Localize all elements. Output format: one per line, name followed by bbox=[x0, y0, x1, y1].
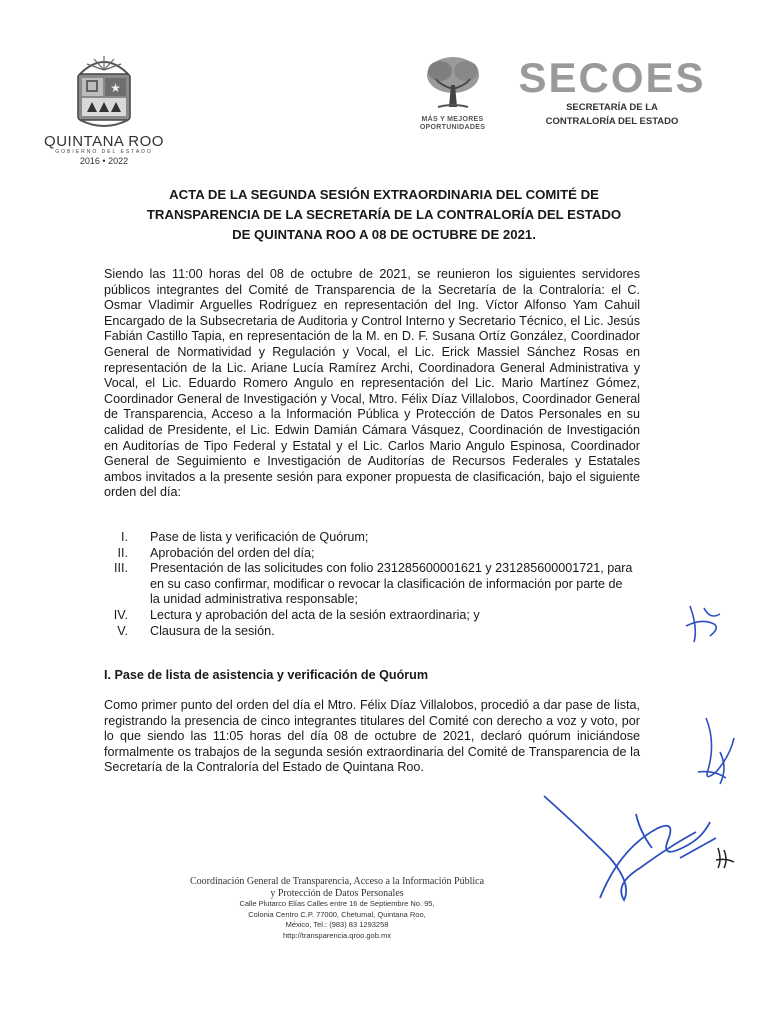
agency-acronym: SECOES bbox=[518, 54, 706, 101]
secoes-logo bbox=[512, 56, 712, 128]
state-years: 2016 • 2022 bbox=[79, 156, 129, 166]
title-line-1: ACTA DE LA SEGUNDA SESIÓN EXTRAORDINARIA DEL COMITÉ DE bbox=[169, 187, 599, 202]
agenda-item bbox=[104, 530, 634, 546]
intro-paragraph: Siendo las 11:00 horas del 08 de octubre de 2021, se reunieron los siguientes servidores públicos integrantes del Comité de Transparencia de la Secretaría de la Contraloría: el C. Osmar Vladimir Arguelles Rodríguez en representación del Ing. Víctor Alfonso Yam Cahuil Encargado de la Subsecretaria de Auditoria y Control Interno y Secretario Técnico, el Lic. Jesús Fabián Castillo Tapia, en representación de la M. en D. F. Susana Ortíz González, Coordinador General de Normatividad y Regulación y Vocal, el Lic. Erick Massiel Sánchez Rosas en representación de la Lic. Ariane Lucía Ramírez Archi, Coordinadora General Administrativa y Vocal, el Lic. Eduardo Romero Angulo en representación del Lic. Mario Martínez Gómez, Coordinador General de Investigación y Vocal, Mtro. Félix Díaz Villalobos, Coordinador General de Transparencia, Acceso a la Información Pública y Protección de Datos Personales en su calidad de Presidente, el Lic. Edwin Damián Cámara Vásquez, Coordinación de Investigación en Auditorías de Tipo Federal y Estatal y el Lic. Carlos Mario Angulo Espinosa, Coordinador General de Seguimiento e Investigación de Auditorías de Recursos Federales y Estatales ambos invitados a la presente sesión para exponer propuesta de clasificación, bajo el siguiente orden del día: bbox=[104, 267, 640, 500]
quintana-roo-logo bbox=[38, 50, 170, 166]
tree-icon bbox=[418, 55, 488, 111]
document-title bbox=[100, 185, 668, 245]
initials-signature-2 bbox=[690, 712, 746, 792]
main-signature bbox=[540, 788, 740, 908]
initials-signature-1 bbox=[680, 598, 730, 648]
agenda-item bbox=[104, 624, 634, 640]
state-name: QUINTANA ROO bbox=[44, 133, 164, 150]
agenda-item bbox=[104, 546, 634, 562]
footer-office-line-1: Coordinación General de Transparencia, Acceso a la Información Pública bbox=[189, 876, 485, 887]
footer-office-line-2: y Protección de Datos Personales bbox=[270, 887, 404, 899]
title-line-3: DE QUINTANA ROO A 08 DE OCTUBRE DE 2021. bbox=[232, 227, 536, 242]
agenda-number: V. bbox=[117, 623, 128, 638]
title-line-2: TRANSPARENCIA DE LA SECRETARÍA DE LA CONTRALORÍA DEL ESTADO bbox=[146, 207, 622, 222]
section-heading: I. Pase de lista de asistencia y verificación de Quórum bbox=[104, 668, 429, 682]
svg-text:★: ★ bbox=[110, 81, 121, 95]
initials-signature-3 bbox=[712, 846, 742, 872]
agenda-text: Aprobación del orden del día; bbox=[150, 545, 315, 560]
agenda-item bbox=[104, 608, 634, 624]
slogan-line-2: OPORTUNIDADES bbox=[419, 124, 486, 131]
footer-address-line-1: Calle Plutarco Elías Calles entre 16 de Septiembre No. 95, bbox=[239, 899, 435, 908]
agenda-number: II. bbox=[117, 545, 128, 560]
footer-address-line-3: México, Tel.: (983) 83 1293258 bbox=[285, 920, 389, 929]
footer bbox=[172, 876, 502, 941]
agenda-text: Clausura de la sesión. bbox=[150, 623, 275, 638]
agency-line-1: SECRETARÍA DE LA bbox=[566, 102, 658, 113]
agenda-list bbox=[104, 530, 634, 639]
agenda-item bbox=[104, 561, 634, 608]
state-subtitle: GOBIERNO DEL ESTADO bbox=[55, 149, 153, 155]
agenda-text: Lectura y aprobación del acta de la sesión extraordinaria; y bbox=[150, 607, 480, 622]
agenda-number: IV. bbox=[113, 607, 128, 622]
agenda-number: III. bbox=[114, 561, 128, 576]
footer-url: http://transparencia.qroo.gob.mx bbox=[283, 930, 391, 940]
agenda-number: I. bbox=[121, 530, 128, 544]
footer-address-line-2: Colonia Centro C.P. 77000, Chetumal, Quintana Roo, bbox=[248, 909, 426, 919]
section-paragraph: Como primer punto del orden del día el Mtro. Félix Díaz Villalobos, procedió a dar pase de lista, registrando la presencia de cinco integrantes titulares del Comité con derecho a voz y voto, por lo que siendo las 11:05 horas del día 08 de octubre de 2021, declaró quórum iniciándose formalmente os trabajos de la segunda sesión extraordinaria del Comité de Transparencia de la Secretaría de la Contraloría del Estado de Quintana Roo. bbox=[104, 698, 640, 775]
agenda-text: Pase de lista y verificación de Quórum; bbox=[150, 530, 369, 544]
oportunidades-logo bbox=[405, 55, 500, 132]
agency-line-2: CONTRALORÍA DEL ESTADO bbox=[545, 116, 679, 127]
slogan-line-1: MÁS Y MEJORES bbox=[421, 116, 484, 123]
agenda-text: Presentación de las solicitudes con folio 231285600001621 y 231285600001721, para en su caso confirmar, modificar o revocar la clasificación de información por parte de la unidad administrativa responsable; bbox=[150, 561, 633, 607]
state-seal-icon bbox=[72, 50, 136, 132]
